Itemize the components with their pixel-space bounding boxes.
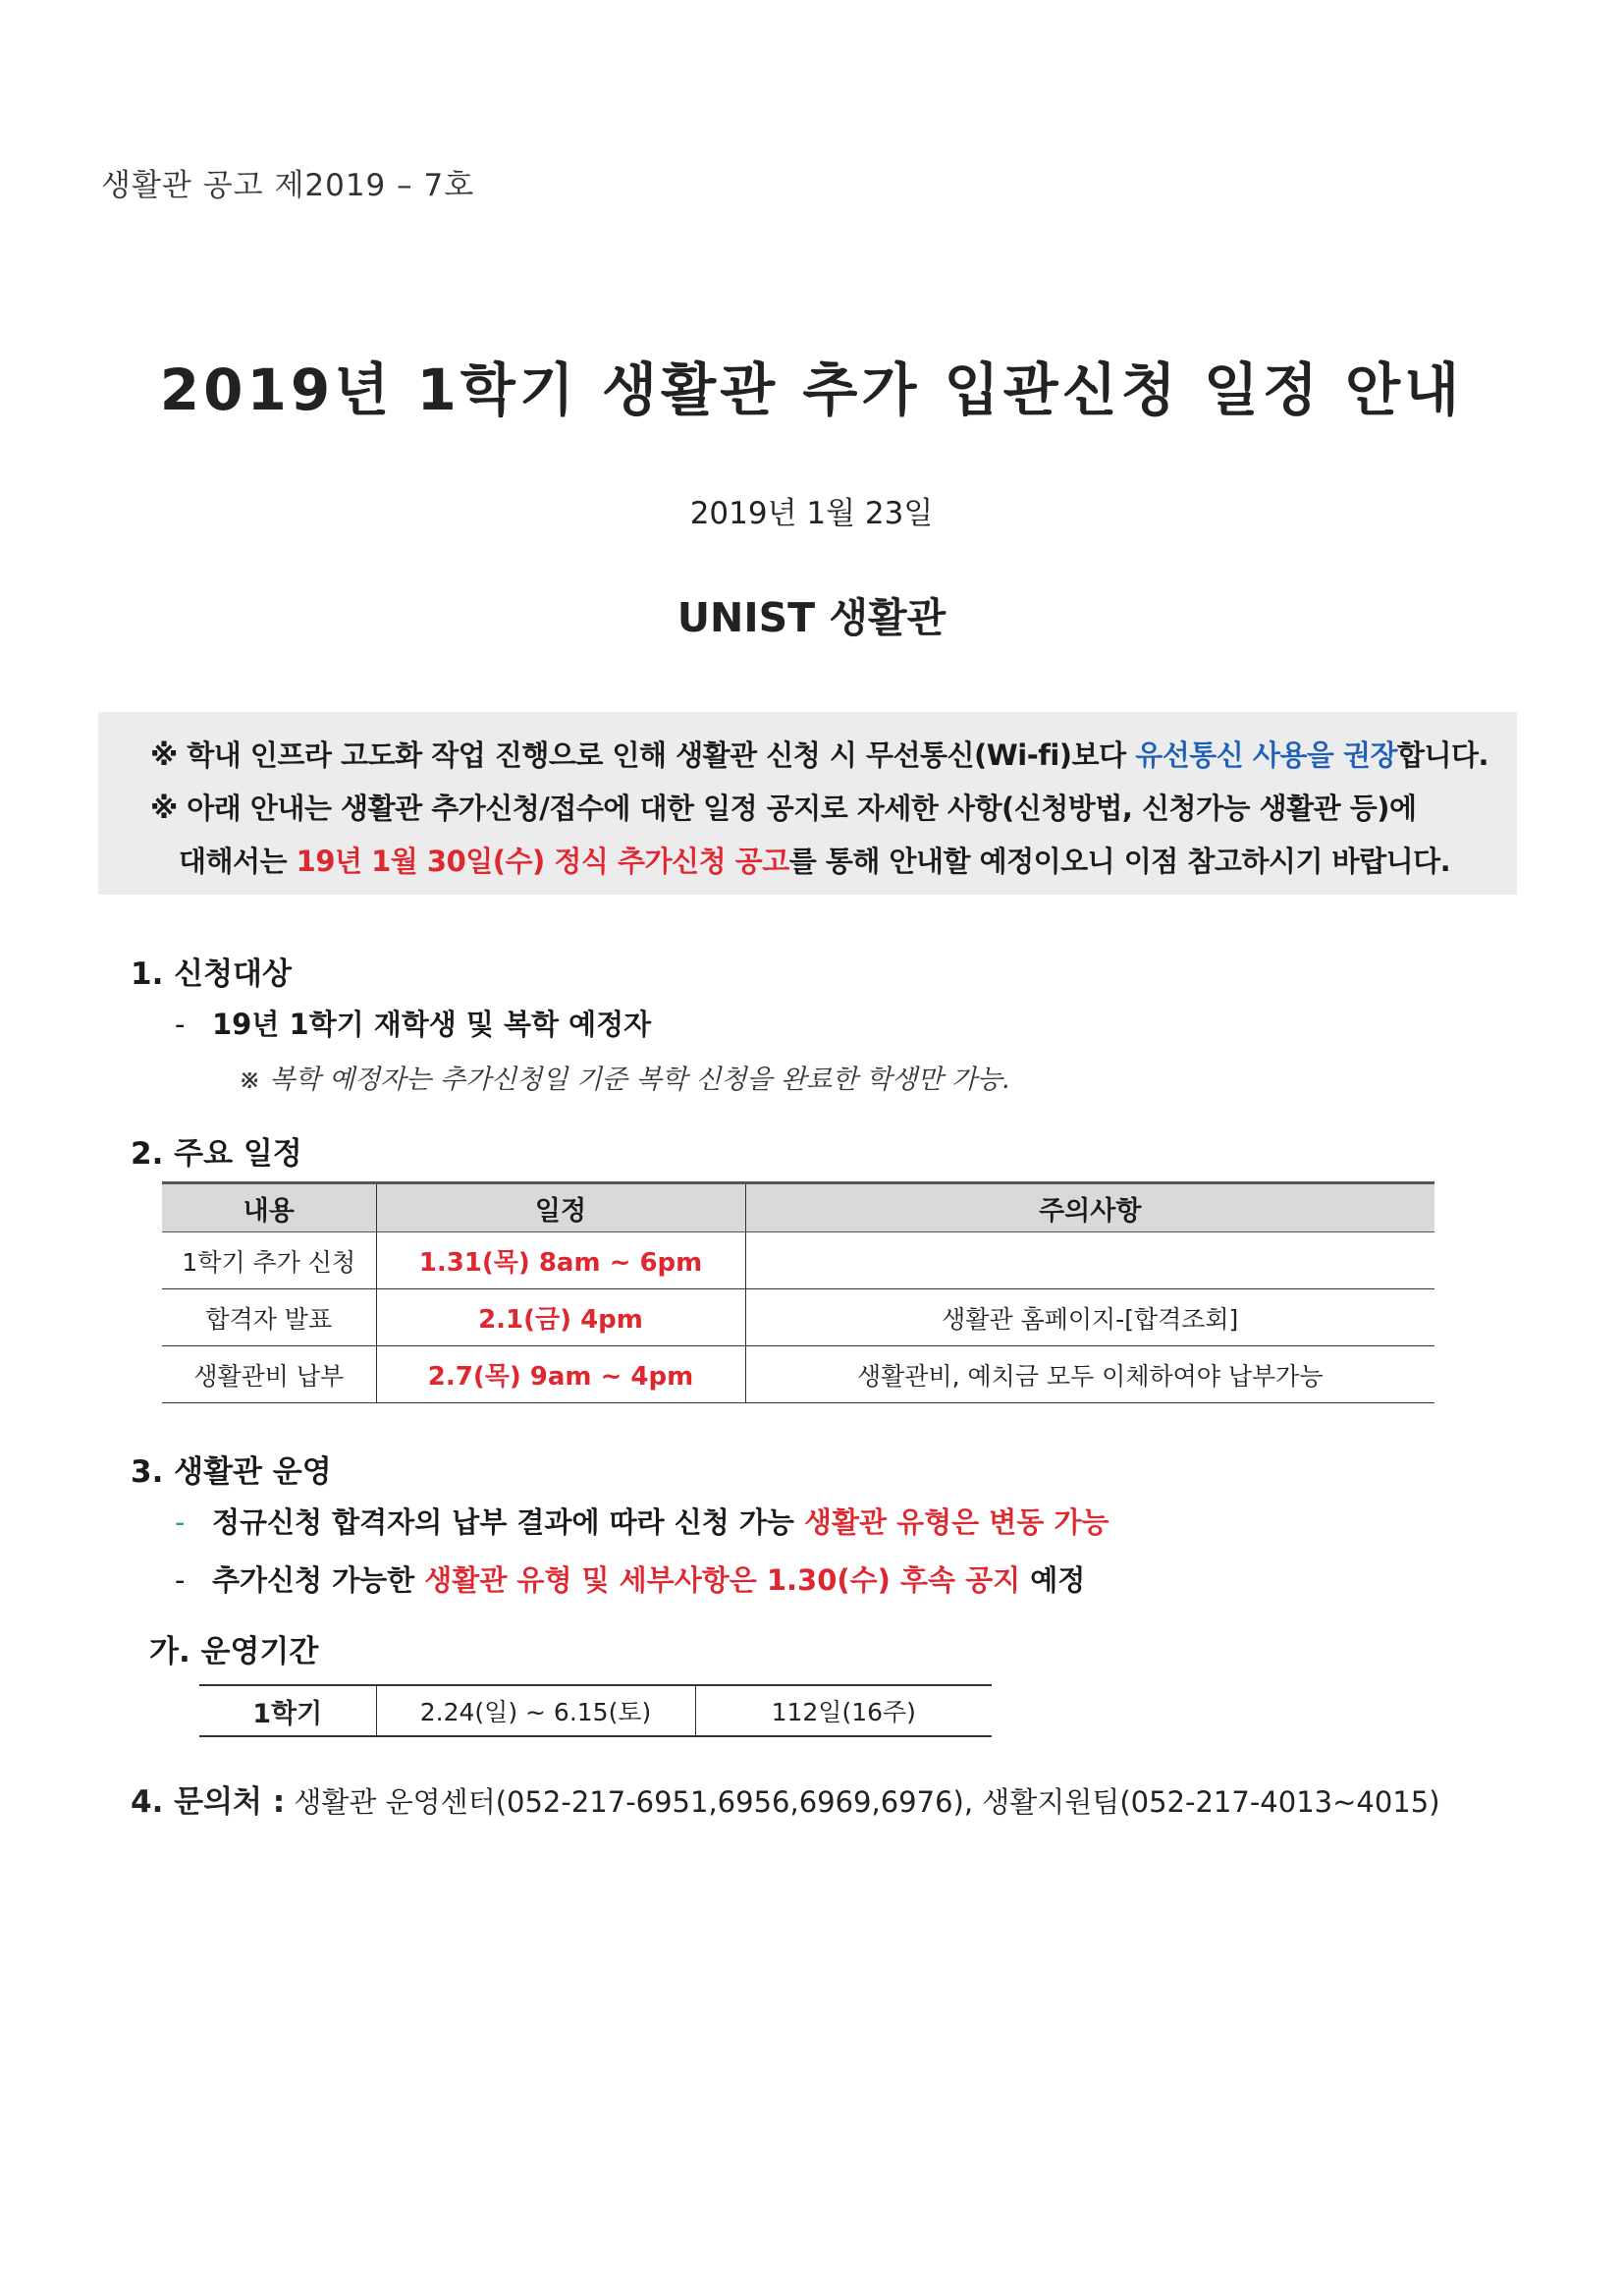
table-row bbox=[162, 1346, 1434, 1403]
contact-info bbox=[131, 1777, 1440, 1821]
page-title: 2019년 1학기 생활관 추가 입관신청 일정 안내 bbox=[159, 356, 1464, 423]
column-header: 주의사항 bbox=[745, 1183, 1434, 1232]
table-row bbox=[199, 1685, 992, 1736]
wired-recommend-highlight: 유선통신 사용을 권장 bbox=[1135, 738, 1398, 772]
operation-period-heading: 가. 운영기간 bbox=[149, 1634, 319, 1669]
notice-number: 생활관 공고 제2019 – 7호 bbox=[101, 168, 475, 203]
schedule-date: 2.1(금) 4pm bbox=[376, 1289, 745, 1346]
table-row bbox=[162, 1232, 1434, 1289]
schedule-item: 합격자 발표 bbox=[162, 1289, 376, 1346]
official-notice-highlight: 19년 1월 30일(수) 정식 추가신청 공고 bbox=[296, 845, 789, 878]
schedule-note bbox=[745, 1232, 1434, 1289]
table-row bbox=[162, 1289, 1434, 1346]
notice-line-3: 대해서는 19년 1월 30일(수) 정식 추가신청 공고를 통해 안내할 예정이오니 이점 참고하시기 바랍니다. bbox=[179, 845, 1451, 878]
section-1-item: - 19년 1학기 재학생 및 복학 예정자 bbox=[175, 1008, 652, 1041]
contact-text: 생활관 운영센터(052-217-6951,6956,6969,6976), 생활지원팀(052-217-4013~4015) bbox=[294, 1785, 1440, 1819]
schedule-date: 1.31(목) 8am ~ 6pm bbox=[376, 1232, 745, 1289]
schedule-table bbox=[162, 1181, 1434, 1403]
schedule-date: 2.7(목) 9am ~ 4pm bbox=[376, 1346, 745, 1403]
type-change-highlight: 생활관 유형은 변동 가능 bbox=[803, 1505, 1109, 1539]
contact-label: 4. 문의처 : bbox=[131, 1784, 286, 1820]
period-term: 1학기 bbox=[199, 1685, 376, 1736]
period-days: 112일(16주) bbox=[695, 1685, 992, 1736]
notice-date: 2019년 1월 23일 bbox=[689, 496, 934, 531]
column-header: 일정 bbox=[376, 1183, 745, 1232]
section-2-heading: 2. 주요 일정 bbox=[131, 1136, 302, 1172]
schedule-note: 생활관비, 예치금 모두 이체하여야 납부가능 bbox=[745, 1346, 1434, 1403]
notice-box bbox=[98, 712, 1517, 895]
column-header: 내용 bbox=[162, 1183, 376, 1232]
schedule-item: 1학기 추가 신청 bbox=[162, 1232, 376, 1289]
period-range: 2.24(일) ~ 6.15(토) bbox=[376, 1685, 695, 1736]
schedule-item: 생활관비 납부 bbox=[162, 1346, 376, 1403]
section-3-heading: 3. 생활관 운영 bbox=[131, 1454, 332, 1490]
section-3-bullet-2: - 추가신청 가능한 생활관 유형 및 세부사항은 1.30(수) 후속 공지 예정 bbox=[175, 1563, 1086, 1597]
notice-line-1: ※ 학내 인프라 고도화 작업 진행으로 인해 생활관 신청 시 무선통신(Wi-fi)보다 유선통신 사용을 권장합니다. bbox=[150, 738, 1489, 772]
schedule-note: 생활관 홈페이지-[합격조회] bbox=[745, 1289, 1434, 1346]
operation-period-table bbox=[199, 1684, 992, 1737]
section-1-note: ※ 복학 예정자는 추가신청일 기준 복학 신청을 완료한 학생만 가능. bbox=[239, 1065, 1011, 1095]
follow-up-notice-highlight: 생활관 유형 및 세부사항은 1.30(수) 후속 공지 bbox=[424, 1563, 1021, 1597]
section-1-heading: 1. 신청대상 bbox=[131, 957, 292, 992]
section-3-bullet-1: - 정규신청 합격자의 납부 결과에 따라 신청 가능 생활관 유형은 변동 가능 bbox=[175, 1505, 1109, 1539]
organization-name: UNIST 생활관 bbox=[676, 594, 947, 641]
notice-line-2: ※ 아래 안내는 생활관 추가신청/접수에 대한 일정 공지로 자세한 사항(신청방법, 신청가능 생활관 등)에 bbox=[150, 792, 1417, 825]
table-header-row bbox=[162, 1183, 1434, 1232]
